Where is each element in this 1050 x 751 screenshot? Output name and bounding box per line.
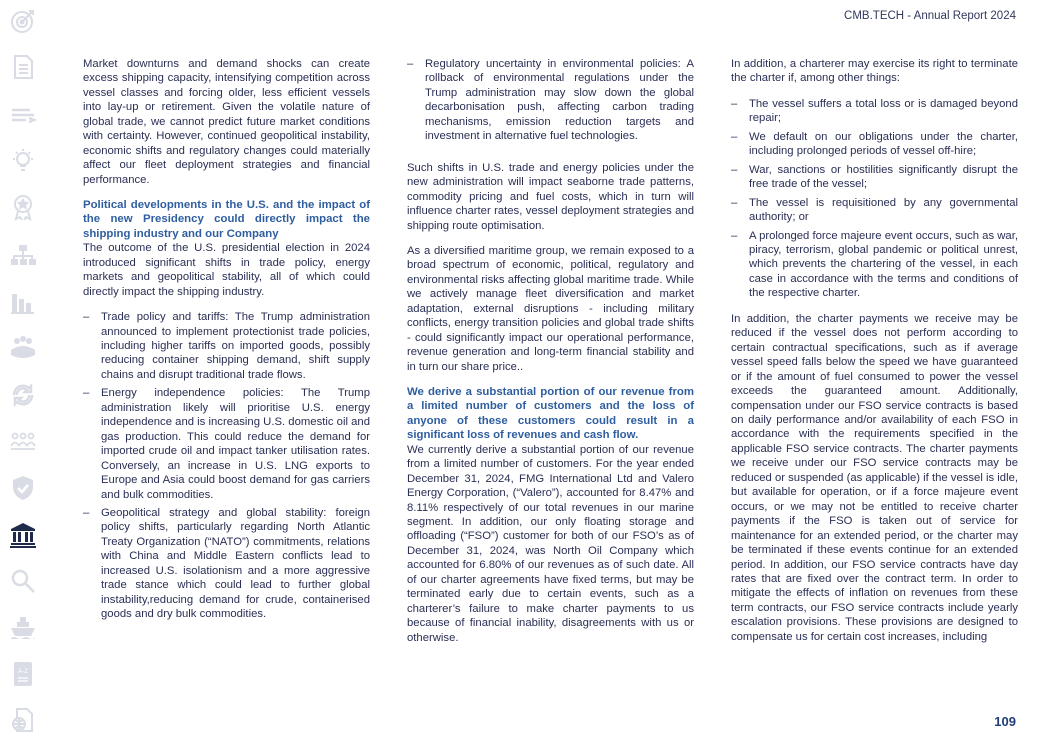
globe-document-icon[interactable] [8,705,38,735]
bullet-list [83,310,370,622]
bar-chart-icon[interactable] [8,287,38,317]
bullet-list [731,97,1018,301]
section-heading: Political developments in the U.S. and the impact of the new Presidency could directly impact the shipping industry and our Company [83,199,370,240]
text-column-3 [731,57,1018,655]
paragraph: We currently derive a substantial portion of our revenue from a limited number of customers. For the year ended December 31, 2024, FMG International Ltd and Valero Energy Corporation, (“Valero”), accounted for 8.47% and 8.11% respectively of our total revenues in our marine segment. In addition, our only floating storage and offloading (“FSO”) customer for both of our FSO’s as of December 31, 2024, was North Oil Company which accounted for 6.80% of our revenues as of such date. All of our charter agreements have fixed terms, but may be terminated early due to certain events, such as a charterer’s failure to make charter payments to us because of financial inability, disagreements with us or otherwise. [407,443,694,644]
list-item: – The vessel is requisitioned by any governmental authority; or [731,196,1018,225]
lightbulb-icon[interactable] [8,146,38,176]
list-item: – A prolonged force majeure event occurs, such as war, piracy, terrorism, global pandemic or political unrest, which prevents the chartering of the vessel, in each case in accordance with the terms and conditions of the respective charter. [731,229,1018,301]
magnifier-icon[interactable] [8,566,38,596]
a-z-label: A-Z [18,669,28,675]
paragraph: In addition, the charter payments we receive may be reduced if the vessel does not perform according to certain contractual specifications, such as if average vessel speed falls below the speed we have guaranteed or if the amount of fuel consumed to power the vessel exceeds the guaranteed amount. Additionally, compensation under our FSO service contracts is based on daily performance and/or availability of each FSO in accordance with the requirements specified in the applicable FSO service contracts. The charter payments we receive under our FSO service contracts may be reduced or suspended (as applicable) if the vessel is idle, but available for operation, or if a force majeure event occurs, or we may not be entitled to receive charter payments if the FSO is taken out of service for maintenance for an extended period, or the charter may be terminated if these events continue for an extended period. In addition, our FSO service contracts have day rates that are fixed over the contract term. In order to mitigate the effects of inflation on revenues from these term contracts, our FSO service contracts include yearly escalation provisions. These provisions are designed to compensate us for certain cost increases, including [731,312,1018,643]
document-icon[interactable] [8,52,38,82]
paragraph: Market downturns and demand shocks can create excess shipping capacity, intensifying competition across vessel classes and forcing older, less efficient vessels into lay-up or retirement. Given the volatile nature of global trade, we cannot predict future market conditions with certainty. However, continued geopolitical instability, economic shifts and regulatory changes could materially affect our fleet deployment strategies and financial performance. [83,58,370,186]
award-ribbon-icon[interactable] [8,192,38,222]
list-item: – War, sanctions or hostilities significantly disrupt the free trade of the vessel; [731,163,1018,192]
shield-check-icon[interactable] [8,473,38,503]
list-item: – Regulatory uncertainty in environmental policies: A rollback of environmental regulations under the Trump administration may slow down the global decarbonisation push, affecting carbon trading mechanisms, emission reduction targets and investment in alternative fuel technologies. [407,57,694,144]
paragraph: In addition, a charterer may exercise its right to terminate the charter if, among other things: [731,58,1018,85]
list-item: – The vessel suffers a total loss or is damaged beyond repair; [731,97,1018,126]
people-group-icon[interactable] [8,333,38,363]
bullet-list [407,57,694,144]
report-title: CMB.TECH - Annual Report 2024 [844,10,1016,22]
page-number: 109 [994,714,1016,729]
list-item: – Energy independence policies: The Trump administration likely will prioritise U.S. energy independence and is increasing U.S. domestic oil and gas production. This could reduce the demand for imported crude oil and impact tanker utilisation rates. Conversely, an increase in U.S. LNG exports to Europe and Asia could boost demand for gas carriers and bulk commodities. [83,386,370,502]
paragraph: Such shifts in U.S. trade and energy policies under the new administration will impact seaborne trade patterns, commodity pricing and fuel costs, which in turn will influence charter rates, vessel deployment strategies and shipping route optimisation. [407,161,694,232]
list-item: – Trade policy and tariffs: The Trump administration announced to implement protectionist trade policies, including higher tariffs on imported goods, possibly reducing container shipping demand, shift supply chains and disrupt traditional trade flows. [83,310,370,382]
target-icon[interactable] [8,6,38,36]
paragraph: As a diversified maritime group, we remain exposed to a broad spectrum of economic, political, regulatory and environmental risks affecting global maritime trade. While we actively manage fleet diversification and market adaptation, external disruptions - including military conflicts, energy transition policies and global trade shifts - could significantly impact our operational performance, revenue generation and long-term financial stability and in turn our share price.. [407,244,694,373]
org-chart-icon[interactable] [8,240,38,270]
paragraph: The outcome of the U.S. presidential election in 2024 introduced significant shifts in trade policy, energy markets and geopolitical stability, all of which could directly impact the shipping industry. [83,242,370,298]
sidebar-nav [0,0,50,751]
ship-icon[interactable] [8,612,38,642]
a-z-book-icon[interactable] [8,659,38,689]
lines-icon[interactable] [8,100,38,130]
bank-building-icon[interactable] [8,520,38,550]
text-column-2 [407,57,694,656]
section-heading: We derive a substantial portion of our revenue from a limited number of customers and the loss of anyone of these customers could result in a significant loss of revenues and cash flow. [407,386,694,442]
team-icon[interactable] [8,426,38,456]
list-item: – Geopolitical strategy and global stability: foreign policy shifts, particularly regarding North Atlantic Treaty Organization (“NATO”) commitments, relations with China and Middle Eastern conflicts lead to increased U.S. isolationism and a more aggressive trade stance which could lead to further global instability,reducing demand for crude, containerised goods and dry bulk commodities. [83,506,370,622]
text-column-1 [83,57,370,633]
recycle-globe-icon[interactable] [8,380,38,410]
list-item: – We default on our obligations under the charter, including prolonged periods of vessel off-hire; [731,130,1018,159]
